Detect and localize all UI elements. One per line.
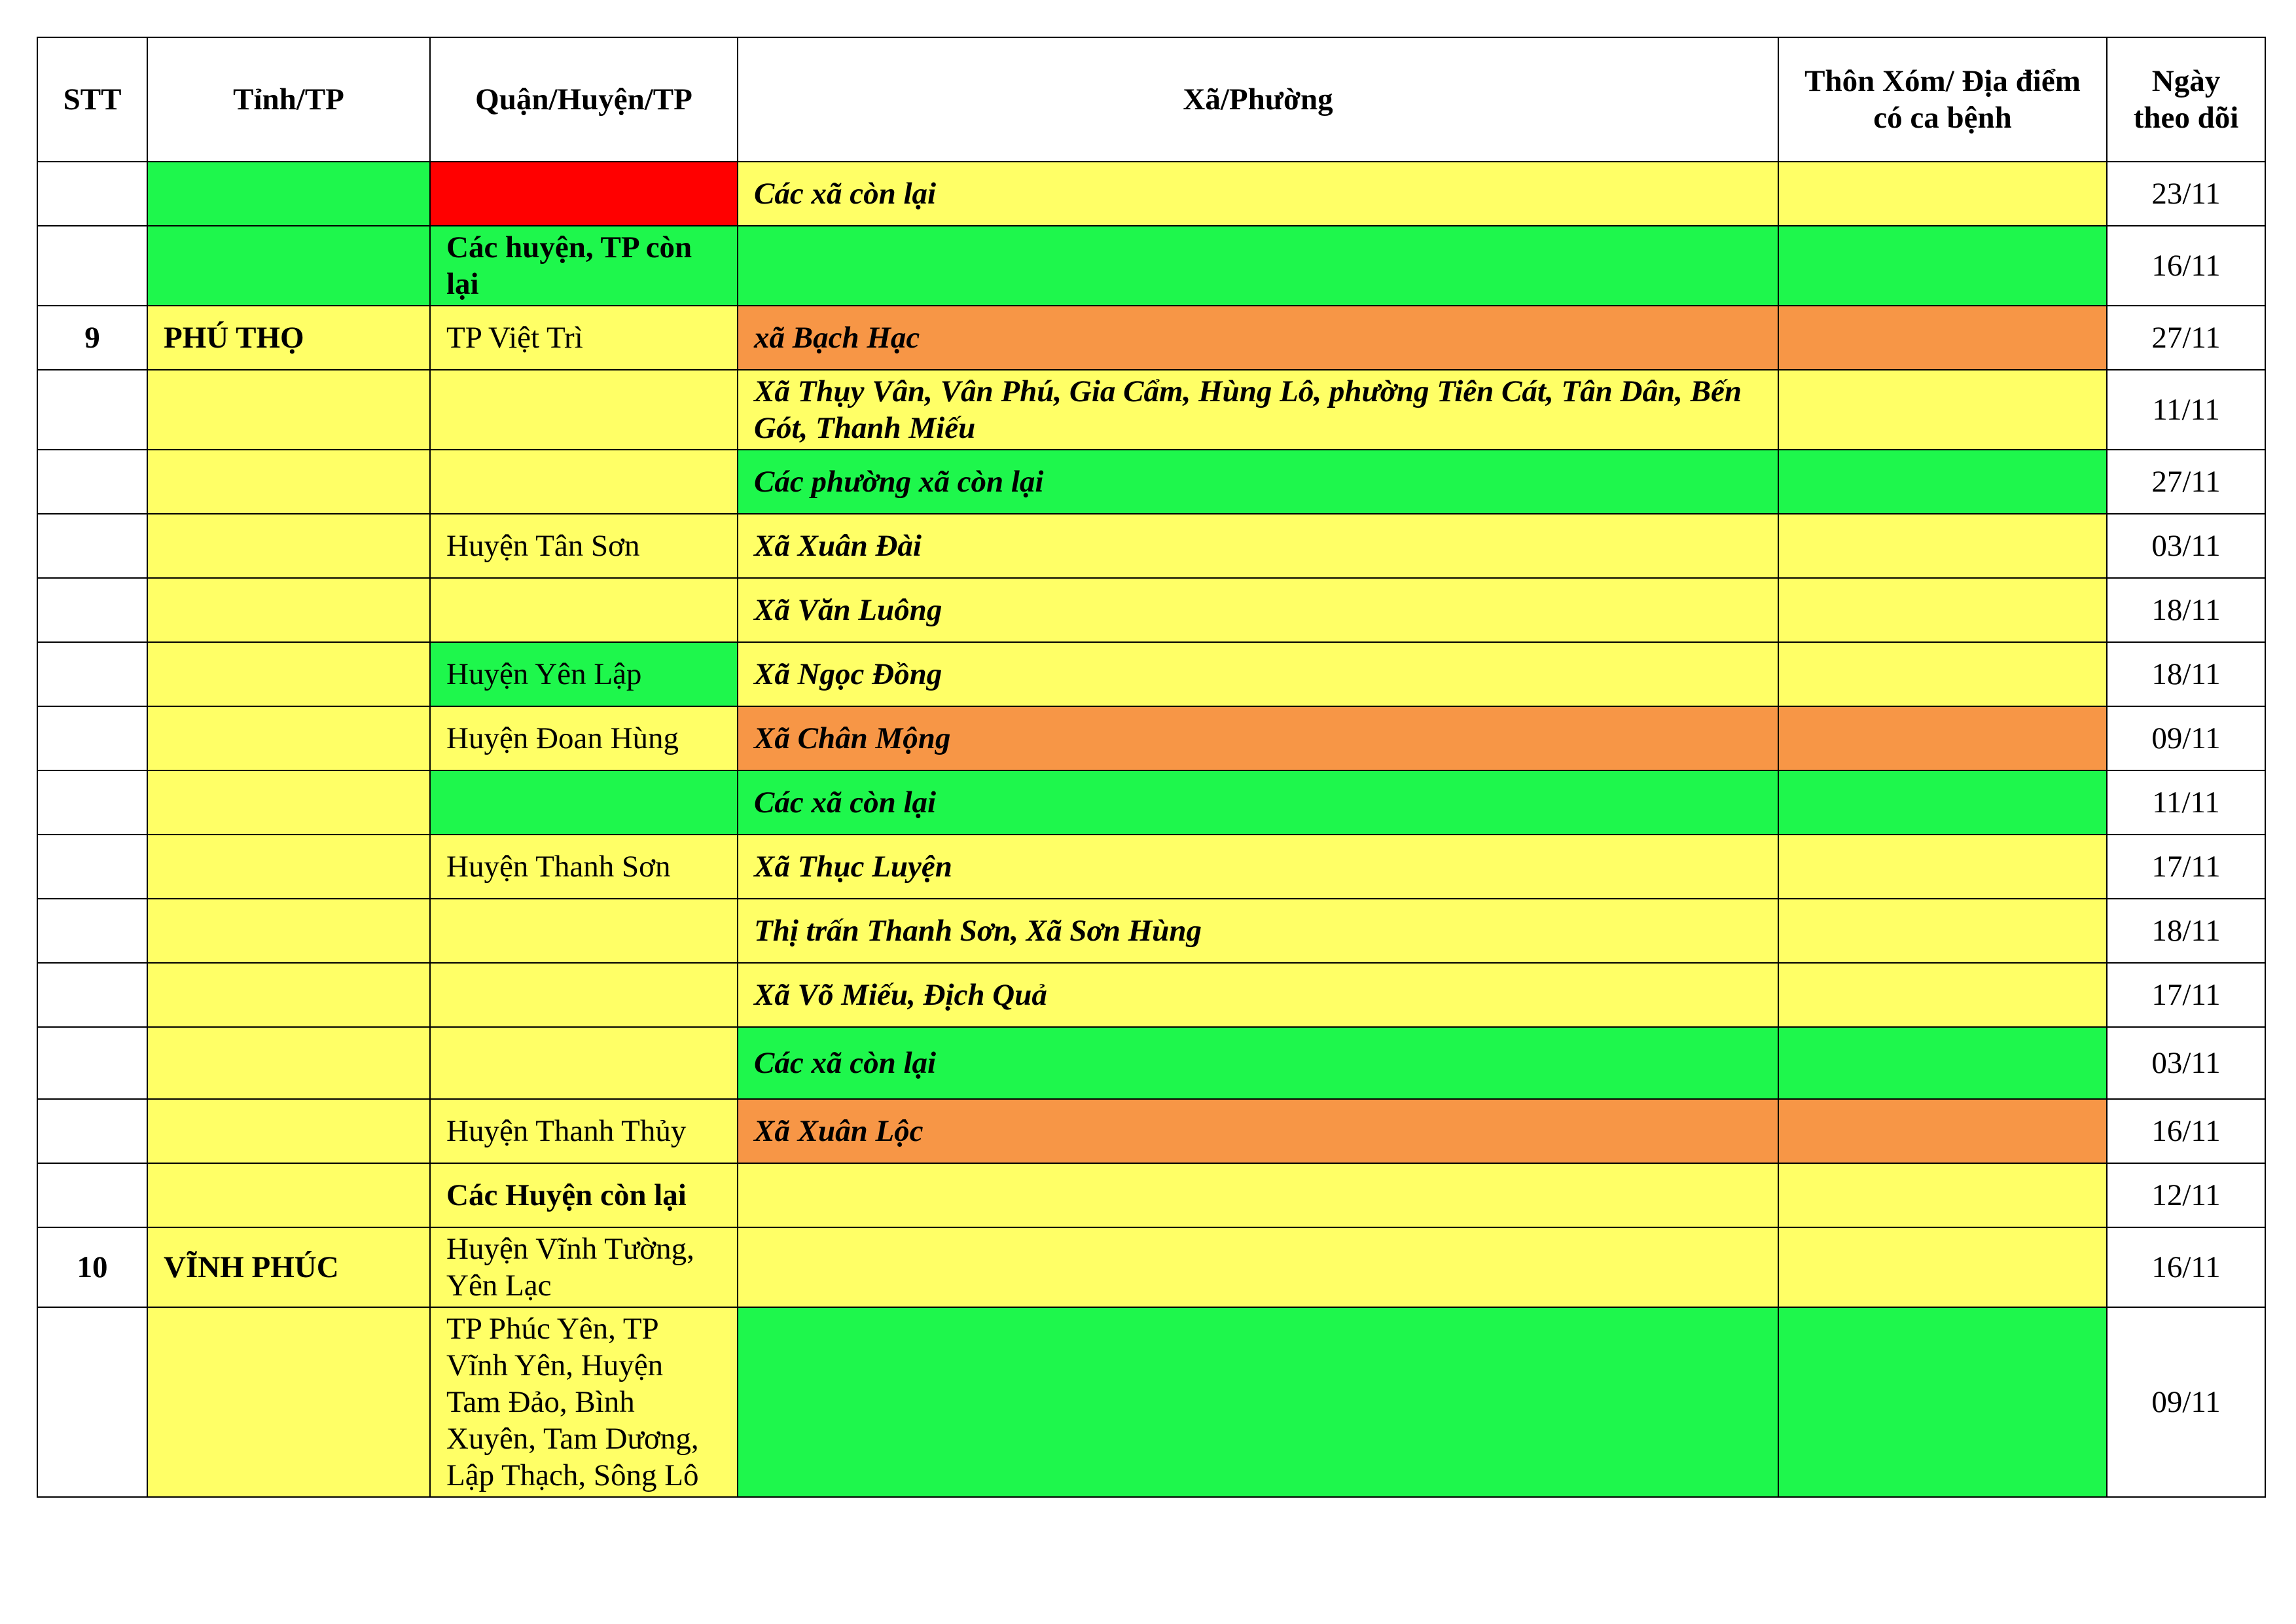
hamlet-cell: [1778, 306, 2107, 370]
hamlet-cell: [1778, 835, 2107, 899]
hamlet-cell: [1778, 1027, 2107, 1099]
ward-cell: Xã Xuân Lộc: [738, 1099, 1778, 1163]
table-row: [37, 370, 2265, 450]
province-cell: [147, 1027, 430, 1099]
province-cell: [147, 450, 430, 514]
ward-cell: Xã Thục Luyện: [738, 835, 1778, 899]
table-body: [37, 162, 2265, 1497]
stt-cell: [37, 899, 147, 963]
days-cell: 18/11: [2107, 899, 2265, 963]
district-cell: [430, 963, 738, 1027]
ward-cell: Xã Xuân Đài: [738, 514, 1778, 578]
hamlet-cell: [1778, 642, 2107, 706]
province-cell: [147, 578, 430, 642]
ward-cell: Các xã còn lại: [738, 1027, 1778, 1099]
table-row: [37, 1099, 2265, 1163]
ward-cell: [738, 226, 1778, 306]
days-cell: 11/11: [2107, 770, 2265, 835]
province-cell: [147, 770, 430, 835]
days-cell: 11/11: [2107, 370, 2265, 450]
district-cell: Huyện Đoan Hùng: [430, 706, 738, 770]
table-row: [37, 706, 2265, 770]
ward-cell: [738, 1227, 1778, 1307]
hamlet-cell: [1778, 578, 2107, 642]
district-cell: Các Huyện còn lại: [430, 1163, 738, 1227]
province-cell: [147, 899, 430, 963]
hamlet-cell: [1778, 450, 2107, 514]
hamlet-cell: [1778, 1227, 2107, 1307]
ward-cell: [738, 1307, 1778, 1497]
header-district: Quận/Huyện/TP: [430, 37, 738, 162]
days-cell: 12/11: [2107, 1163, 2265, 1227]
province-cell: [147, 1163, 430, 1227]
stt-cell: [37, 226, 147, 306]
ward-cell: Xã Ngọc Đồng: [738, 642, 1778, 706]
days-cell: 17/11: [2107, 835, 2265, 899]
ward-cell: Thị trấn Thanh Sơn, Xã Sơn Hùng: [738, 899, 1778, 963]
table-row: [37, 1163, 2265, 1227]
district-cell: [430, 370, 738, 450]
stt-cell: [37, 578, 147, 642]
province-cell: [147, 162, 430, 226]
province-cell: [147, 1307, 430, 1497]
days-cell: 09/11: [2107, 1307, 2265, 1497]
hamlet-cell: [1778, 162, 2107, 226]
district-cell: TP Phúc Yên, TP Vĩnh Yên, Huyện Tam Đảo, Bình Xuyên, Tam Dương, Lập Thạch, Sông Lô: [430, 1307, 738, 1497]
header-stt: STT: [37, 37, 147, 162]
province-cell: [147, 226, 430, 306]
ward-cell: Các xã còn lại: [738, 770, 1778, 835]
stt-cell: [37, 1099, 147, 1163]
district-cell: Huyện Yên Lập: [430, 642, 738, 706]
days-cell: 27/11: [2107, 306, 2265, 370]
district-cell: [430, 162, 738, 226]
table-header-row: [37, 37, 2265, 162]
table-row: [37, 226, 2265, 306]
province-cell: [147, 370, 430, 450]
table-row: [37, 514, 2265, 578]
ward-cell: Xã Thụy Vân, Vân Phú, Gia Cẩm, Hùng Lô, phường Tiên Cát, Tân Dân, Bến Gót, Thanh Miếu: [738, 370, 1778, 450]
province-cell: [147, 1099, 430, 1163]
days-cell: 23/11: [2107, 162, 2265, 226]
days-cell: 03/11: [2107, 514, 2265, 578]
stt-cell: [37, 1027, 147, 1099]
days-cell: 16/11: [2107, 1099, 2265, 1163]
stt-cell: [37, 162, 147, 226]
province-cell: [147, 706, 430, 770]
stt-cell: [37, 770, 147, 835]
stt-cell: 9: [37, 306, 147, 370]
district-cell: Huyện Thanh Sơn: [430, 835, 738, 899]
stt-cell: [37, 450, 147, 514]
province-cell: [147, 514, 430, 578]
hamlet-cell: [1778, 1163, 2107, 1227]
ward-cell: xã Bạch Hạc: [738, 306, 1778, 370]
province-cell: [147, 835, 430, 899]
ward-cell: [738, 1163, 1778, 1227]
hamlet-cell: [1778, 226, 2107, 306]
ward-cell: Xã Võ Miếu, Địch Quả: [738, 963, 1778, 1027]
stt-cell: [37, 1307, 147, 1497]
table-row: [37, 770, 2265, 835]
hamlet-cell: [1778, 963, 2107, 1027]
province-cell: [147, 963, 430, 1027]
stt-cell: [37, 642, 147, 706]
stt-cell: [37, 514, 147, 578]
district-cell: Huyện Vĩnh Tường, Yên Lạc: [430, 1227, 738, 1307]
ward-cell: Xã Văn Luông: [738, 578, 1778, 642]
ward-cell: Xã Chân Mộng: [738, 706, 1778, 770]
table-row: [37, 963, 2265, 1027]
covid-area-table: [37, 37, 2266, 1498]
stt-cell: 10: [37, 1227, 147, 1307]
stt-cell: [37, 706, 147, 770]
days-cell: 09/11: [2107, 706, 2265, 770]
header-province: Tỉnh/TP: [147, 37, 430, 162]
district-cell: [430, 578, 738, 642]
district-cell: [430, 770, 738, 835]
stt-cell: [37, 1163, 147, 1227]
hamlet-cell: [1778, 370, 2107, 450]
table-row: [37, 642, 2265, 706]
hamlet-cell: [1778, 514, 2107, 578]
table-row: [37, 1027, 2265, 1099]
table-row: [37, 1307, 2265, 1497]
days-cell: 17/11: [2107, 963, 2265, 1027]
days-cell: 16/11: [2107, 1227, 2265, 1307]
district-cell: [430, 1027, 738, 1099]
table-row: [37, 1227, 2265, 1307]
district-cell: TP Việt Trì: [430, 306, 738, 370]
stt-cell: [37, 370, 147, 450]
hamlet-cell: [1778, 770, 2107, 835]
district-cell: [430, 450, 738, 514]
table-row: [37, 450, 2265, 514]
header-hamlet: Thôn Xóm/ Địa điểm có ca bệnh: [1778, 37, 2107, 162]
hamlet-cell: [1778, 706, 2107, 770]
days-cell: 18/11: [2107, 578, 2265, 642]
days-cell: 16/11: [2107, 226, 2265, 306]
table-row: [37, 899, 2265, 963]
province-cell: VĨNH PHÚC: [147, 1227, 430, 1307]
days-cell: 03/11: [2107, 1027, 2265, 1099]
hamlet-cell: [1778, 899, 2107, 963]
district-cell: Huyện Tân Sơn: [430, 514, 738, 578]
days-cell: 27/11: [2107, 450, 2265, 514]
table-row: [37, 835, 2265, 899]
district-cell: Các huyện, TP còn lại: [430, 226, 738, 306]
header-days: Ngày theo dõi: [2107, 37, 2265, 162]
province-cell: [147, 642, 430, 706]
district-cell: [430, 899, 738, 963]
province-cell: PHÚ THỌ: [147, 306, 430, 370]
table-row: [37, 578, 2265, 642]
table-row: [37, 162, 2265, 226]
stt-cell: [37, 963, 147, 1027]
table-row: [37, 306, 2265, 370]
stt-cell: [37, 835, 147, 899]
hamlet-cell: [1778, 1307, 2107, 1497]
ward-cell: Các phường xã còn lại: [738, 450, 1778, 514]
days-cell: 18/11: [2107, 642, 2265, 706]
ward-cell: Các xã còn lại: [738, 162, 1778, 226]
district-cell: Huyện Thanh Thủy: [430, 1099, 738, 1163]
header-ward: Xã/Phường: [738, 37, 1778, 162]
hamlet-cell: [1778, 1099, 2107, 1163]
